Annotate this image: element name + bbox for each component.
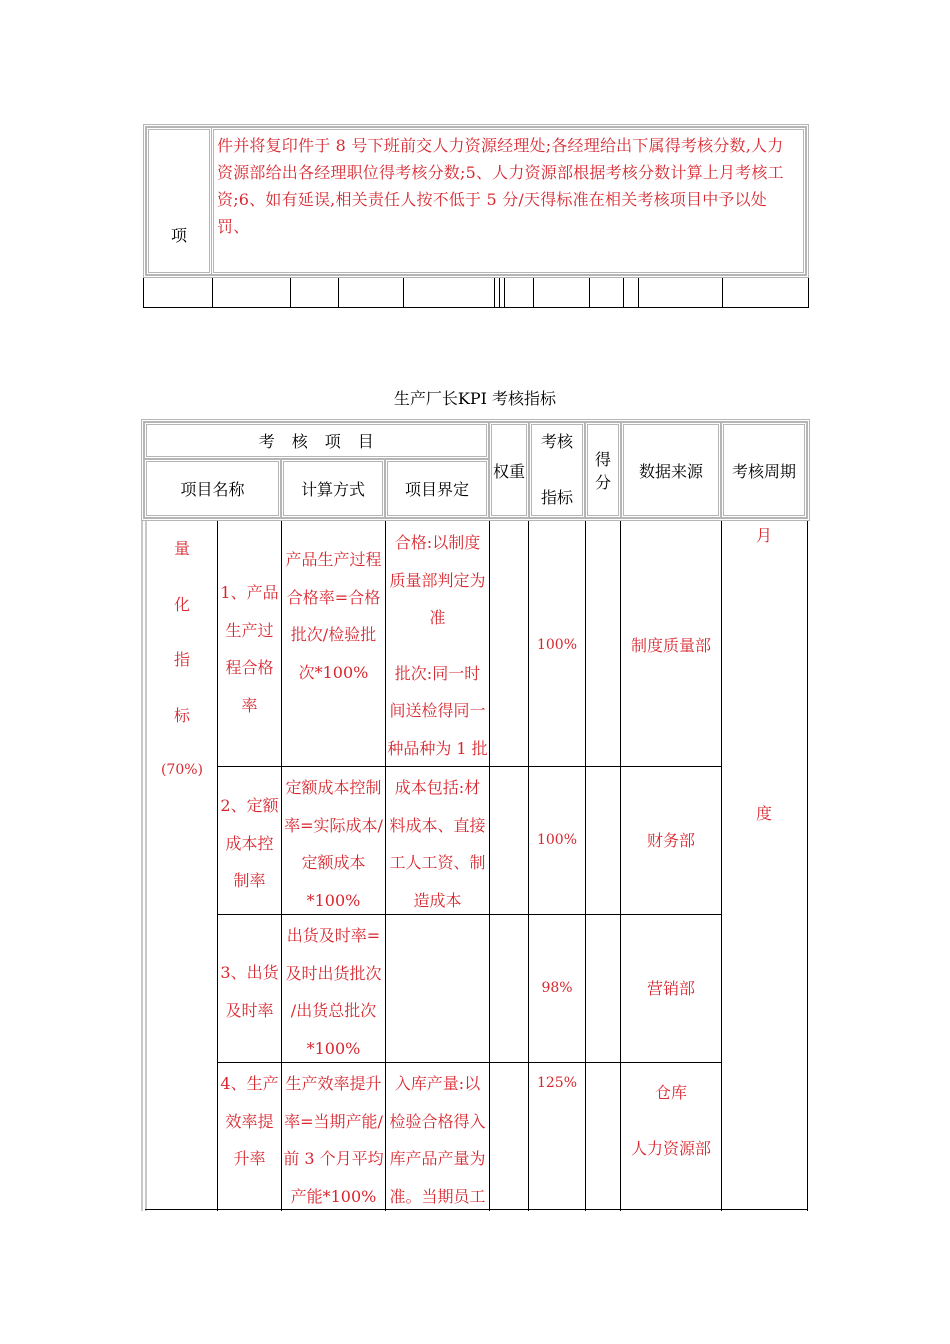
- header-source: [621, 422, 721, 518]
- source-cell-line: 仓库: [654, 1083, 687, 1102]
- header-definition: [385, 459, 489, 518]
- calc-method-cell-line: 定额成本: [301, 853, 366, 872]
- source-cell: [621, 970, 721, 1008]
- header-cycle-label: 考核周期: [731, 461, 796, 481]
- item-name-cell-line: 4、生产: [220, 1074, 279, 1093]
- target-value: 100%: [536, 832, 578, 848]
- continued-table: [143, 124, 809, 308]
- calc-method-cell-line: *100%: [306, 890, 361, 910]
- item-name-cell-line: 程合格: [225, 658, 274, 677]
- definition-cell-line: 入库产量:以: [394, 1074, 481, 1093]
- definition-cell-line: 成本包括:材: [394, 778, 481, 797]
- definition-cell-line: 工人工资、制: [389, 853, 486, 872]
- header-item-name: [144, 459, 281, 518]
- category-pct: (70%): [160, 762, 204, 778]
- item-name-cell-line: 制率: [233, 871, 266, 890]
- row-label: 项: [170, 226, 187, 245]
- source-cell: [621, 1065, 721, 1177]
- target-value: 98%: [541, 980, 573, 996]
- definition-cell-line: 准: [429, 608, 446, 627]
- definition-cell-line: 检验合格得入: [389, 1111, 486, 1131]
- cycle-line: 度: [755, 804, 772, 823]
- note-cell: [211, 127, 806, 275]
- header-score: [585, 422, 621, 518]
- item-name-cell-line: 生产过: [225, 620, 274, 640]
- item-name-cell-line: 3、出货: [220, 963, 279, 982]
- calc-method-cell-line: 次*100%: [298, 662, 369, 682]
- source-cell-line: 人力资源部: [630, 1139, 711, 1158]
- source-cell-line: 制度质量部: [630, 636, 711, 655]
- note-line: 资;6、如有延误,相关责任人按不低于 5 分/天得标准在相关考核项目中予以处: [217, 190, 767, 209]
- item-name-cell: [218, 954, 281, 1029]
- header-item-name-label: 项目名称: [180, 480, 245, 499]
- calc-method-cell-line: 定额成本控制: [285, 778, 382, 797]
- header-cycle: [721, 422, 807, 518]
- header-calc-method: [281, 459, 385, 518]
- source-cell: [621, 627, 721, 665]
- definition-cell: [386, 769, 489, 919]
- item-name-cell-line: 成本控: [225, 833, 274, 853]
- item-name-cell-line: 升率: [233, 1149, 266, 1168]
- calc-method-cell-line: 及时出货批次: [285, 963, 382, 983]
- page-title: 生产厂长KPI 考核指标: [393, 389, 557, 408]
- calc-method-cell-line: 生产效率提升: [285, 1074, 382, 1093]
- calc-method-cell-line: 产能*100%: [290, 1186, 377, 1206]
- calc-method-cell: [282, 917, 385, 1067]
- target-value: 100%: [536, 637, 578, 653]
- note-line: 件并将复印件于 8 号下班前交人力资源经理处;各经理给出下属得考核分数,人力: [217, 136, 784, 155]
- header-target-line: 考核: [540, 432, 573, 451]
- header-weight: [489, 422, 529, 518]
- note-text: [217, 132, 803, 240]
- definition-cell-line: 批次:同一时: [394, 663, 481, 683]
- header-weight-label: 权重: [492, 461, 525, 481]
- source-cell-line: 营销部: [646, 979, 695, 998]
- kpi-table: [141, 419, 810, 1211]
- calc-method-cell: [282, 769, 385, 919]
- definition-cell-line: 库产品产量为: [389, 1149, 486, 1168]
- definition-cell-line: 间送检得同一: [389, 701, 486, 720]
- item-name-cell-line: 2、定额: [220, 796, 279, 815]
- category-char: 标: [173, 705, 190, 725]
- definition-cell-line: 合格:以制度: [394, 533, 481, 552]
- item-name-cell: [218, 1065, 281, 1178]
- note-line: 罚、: [217, 217, 250, 236]
- row-label-cell: [146, 127, 212, 275]
- calc-method-cell-line: 出货及时率=: [286, 926, 381, 945]
- definition-cell-line: 准。当期员工: [389, 1186, 486, 1206]
- empty-row: [143, 278, 809, 308]
- item-name-cell-line: 1、产品: [220, 583, 279, 602]
- definition-cell: [386, 524, 489, 767]
- header-group: [144, 422, 489, 459]
- calc-method-cell: [282, 541, 385, 691]
- calc-method-cell-line: *100%: [306, 1038, 361, 1058]
- source-cell: [621, 822, 721, 860]
- header-target: [529, 422, 585, 518]
- source-cell-line: 财务部: [646, 831, 695, 850]
- header-definition-label: 项目界定: [404, 480, 469, 499]
- calc-method-cell-line: 前 3 个月平均: [283, 1149, 384, 1168]
- item-name-cell-line: 及时率: [225, 1000, 274, 1020]
- calc-method-cell-line: 产品生产过程: [285, 550, 382, 569]
- category-char: 量: [173, 539, 190, 558]
- item-name-cell-line: 率: [241, 695, 258, 715]
- note-line: 资源部给出各经理职位得考核分数;5、人力资源部根据考核分数计算上月考核工: [217, 163, 784, 182]
- item-name-cell: [218, 574, 281, 724]
- calc-method-cell-line: 合格率=合格: [286, 587, 381, 607]
- header-group-label: 考 核 项 目: [258, 432, 375, 451]
- item-name-cell: [218, 787, 281, 900]
- definition-cell: [386, 1065, 489, 1215]
- calc-method-cell-line: 率=实际成本/: [284, 815, 383, 835]
- item-name-cell-line: 效率提: [225, 1111, 274, 1131]
- definition-cell-line: 造成本: [413, 890, 462, 910]
- cycle-line: 月: [755, 526, 772, 545]
- calc-method-cell-line: 率=当期产能/: [284, 1111, 383, 1131]
- header-target-line: 指标: [540, 488, 573, 507]
- calc-method-cell-line: 批次/检验批: [290, 625, 377, 644]
- target-value: 125%: [536, 1075, 578, 1091]
- category-char: 化: [173, 594, 190, 614]
- header-source-label: 数据来源: [638, 461, 703, 481]
- header-calc-method-label: 计算方式: [300, 480, 365, 499]
- definition-cell-line: 种品种为 1 批: [387, 738, 488, 758]
- category-char: 指: [173, 650, 190, 669]
- calc-method-cell-line: /出货总批次: [290, 1001, 377, 1020]
- definition-cell-line: 质量部判定为: [389, 570, 486, 590]
- definition-cell-line: 料成本、直接: [389, 815, 486, 835]
- kpi-rows: [141, 521, 810, 1211]
- header-score-label: 得分: [594, 450, 611, 492]
- calc-method-cell: [282, 1065, 385, 1215]
